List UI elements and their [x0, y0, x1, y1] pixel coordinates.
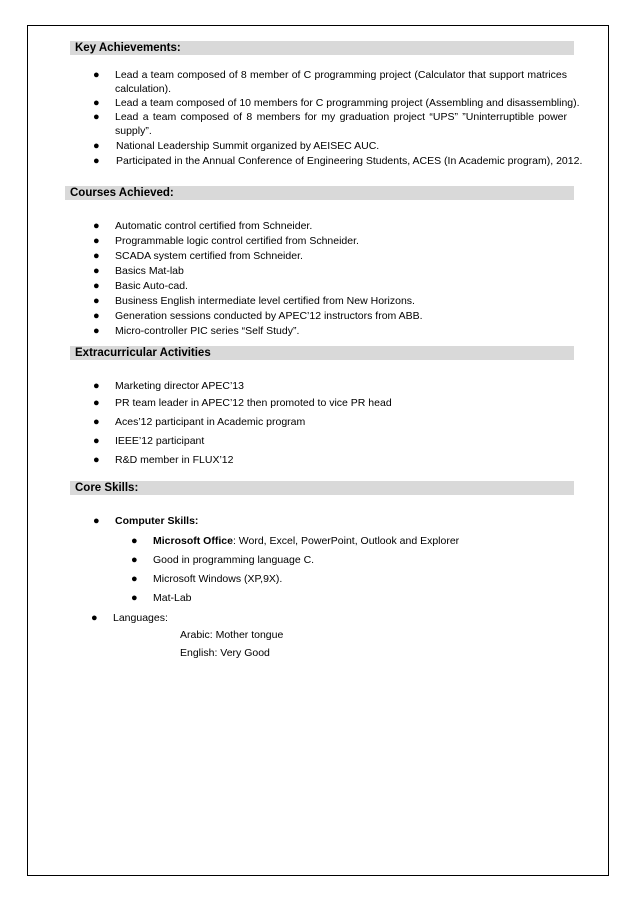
heading-key-achievements: Key Achievements: [70, 41, 574, 55]
skill-sub-item: Mat-Lab [153, 592, 192, 604]
bullet-icon: ● [93, 310, 100, 322]
bullet-icon: ● [93, 325, 100, 337]
bullet-icon: ● [93, 69, 100, 81]
activity-item: R&D member in FLUX’12 [115, 454, 234, 466]
bullet-icon: ● [93, 235, 100, 247]
course-item: Programmable logic control certified from Schneider. [115, 235, 359, 247]
heading-courses: Courses Achieved: [65, 186, 574, 200]
bullet-icon: ● [93, 111, 100, 123]
bullet-icon: ● [93, 435, 100, 447]
achievement-item-3-cont: supply”. [115, 125, 152, 137]
bullet-icon: ● [93, 250, 100, 262]
achievement-item-1-cont: calculation). [115, 83, 172, 95]
course-item: Basic Auto-cad. [115, 280, 188, 292]
ms-office-item [153, 534, 459, 548]
ms-office-text: : Word, Excel, PowerPoint, Outlook and Explorer [232, 535, 460, 547]
bullet-icon: ● [131, 535, 138, 547]
bullet-icon: ● [93, 515, 100, 527]
heading-extracurricular: Extracurricular Activities [70, 346, 574, 360]
achievement-item-1: Lead a team composed of 8 member of C programming project (Calculator that support matrices [115, 69, 567, 81]
achievement-item-2: Lead a team composed of 10 members for C programming project (Assembling and disassembling). [115, 97, 580, 109]
course-item: Business English intermediate level certified from New Horizons. [115, 295, 415, 307]
achievement-item-3: Lead a team composed of 8 members for my graduation project “UPS” ”Uninterruptible power [115, 111, 567, 123]
course-item: Micro-controller PIC series “Self Study”. [115, 325, 300, 337]
bullet-icon: ● [93, 220, 100, 232]
bullet-icon: ● [131, 554, 138, 566]
bullet-icon: ● [93, 454, 100, 466]
bullet-icon: ● [93, 397, 100, 409]
languages-label: Languages: [113, 612, 168, 624]
activity-item: IEEE’12 participant [115, 435, 205, 447]
activity-item: PR team leader in APEC’12 then promoted to vice PR head [115, 397, 392, 409]
ms-office-label: Microsoft Office [153, 535, 233, 547]
bullet-icon: ● [93, 97, 100, 109]
bullet-icon: ● [131, 592, 138, 604]
skill-sub-item: Microsoft Windows (XP,9X). [153, 573, 283, 585]
bullet-icon: ● [93, 280, 100, 292]
achievement-item-4: National Leadership Summit organized by AEISEC AUC. [116, 140, 380, 152]
bullet-icon: ● [93, 295, 100, 307]
language-arabic: Arabic: Mother tongue [180, 629, 284, 641]
language-english: English: Very Good [180, 647, 270, 659]
bullet-icon: ● [93, 140, 100, 152]
bullet-icon: ● [91, 612, 98, 624]
bullet-icon: ● [93, 416, 100, 428]
achievement-item-5: Participated in the Annual Conference of Engineering Students, ACES (In Academic program), 2012. [116, 155, 583, 167]
bullet-icon: ● [131, 573, 138, 585]
course-item: Automatic control certified from Schneider. [115, 220, 313, 232]
computer-skills-label: Computer Skills: [115, 515, 199, 527]
activity-item: Marketing director APEC’13 [115, 380, 244, 392]
skill-sub-item: Good in programming language C. [153, 554, 315, 566]
bullet-icon: ● [93, 380, 100, 392]
activity-item: Aces’12 participant in Academic program [115, 416, 306, 428]
bullet-icon: ● [93, 155, 100, 167]
course-item: SCADA system certified from Schneider. [115, 250, 303, 262]
bullet-icon: ● [93, 265, 100, 277]
course-item: Generation sessions conducted by APEC’12 instructors from ABB. [115, 310, 423, 322]
course-item: Basics Mat-lab [115, 265, 184, 277]
heading-core-skills: Core Skills: [70, 481, 574, 495]
